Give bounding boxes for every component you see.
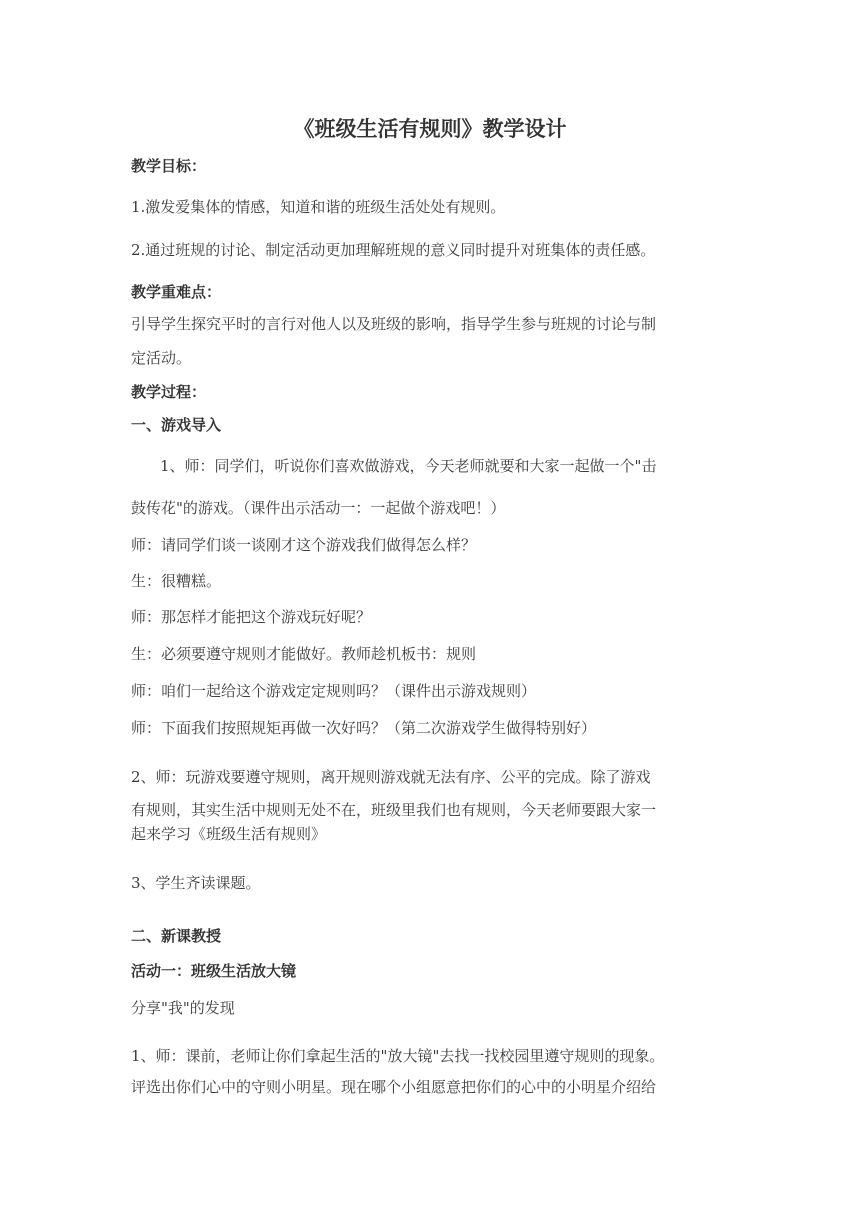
paragraph-1-line-1: 1、师：同学们，听说你们喜欢做游戏，今天老师就要和大家一起做一个"击 — [160, 457, 657, 475]
dialogue-3: 师：那怎样才能把这个游戏玩好呢？ — [131, 608, 372, 626]
paragraph-3: 3、学生齐读课题。 — [131, 874, 261, 892]
paragraph-1-line-2: 鼓传花"的游戏。（课件出示活动一：一起做个游戏吧！） — [131, 499, 506, 517]
heading-key-points: 教学重难点： — [131, 283, 222, 301]
section-2-heading: 二、新课教授 — [131, 927, 222, 945]
paragraph-2-line-3: 起来学习《班级生活有规则》 — [131, 825, 327, 843]
heading-process: 教学过程： — [131, 383, 207, 401]
key-points-line-1: 引导学生探究平时的言行对他人以及班级的影响，指导学生参与班规的讨论与制 — [131, 315, 657, 333]
dialogue-6: 师：下面我们按照规矩再做一次好吗？（第二次游戏学生做得特别好） — [131, 719, 597, 737]
dialogue-2: 生：很糟糕。 — [131, 572, 222, 590]
share-discovery: 分享"我"的发现 — [131, 999, 235, 1017]
key-points-line-2: 定活动。 — [131, 349, 192, 367]
paragraph-4-line-1: 1、师：课前，老师让你们拿起生活的"放大镜"去找一找校园里遵守规则的现象。 — [131, 1047, 665, 1065]
paragraph-2-line-1: 2、师：玩游戏要遵守规则，离开规则游戏就无法有序、公平的完成。除了游戏 — [131, 768, 651, 786]
section-1-heading: 一、游戏导入 — [131, 416, 222, 434]
goal-1: 1.激发爱集体的情感，知道和谐的班级生活处处有规则。 — [131, 198, 506, 216]
document-title: 《班级生活有规则》教学设计 — [293, 116, 567, 141]
paragraph-2-line-2: 有规则，其实生活中规则无处不在，班级里我们也有规则，今天老师要跟大家一 — [131, 801, 657, 819]
activity-1-heading: 活动一：班级生活放大镜 — [131, 962, 297, 980]
dialogue-1: 师：请同学们谈一谈刚才这个游戏我们做得怎么样？ — [131, 536, 477, 554]
dialogue-5: 师：咱们一起给这个游戏定定规则吗？（课件出示游戏规则） — [131, 682, 537, 700]
dialogue-4: 生：必须要遵守规则才能做好。教师趁机板书：规则 — [131, 645, 477, 663]
goal-2: 2.通过班规的讨论、制定活动更加理解班规的意义同时提升对班集体的责任感。 — [131, 241, 656, 259]
paragraph-4-line-2: 评选出你们心中的守则小明星。现在哪个小组愿意把你们的心中的小明星介绍给 — [131, 1078, 657, 1096]
heading-goals: 教学目标： — [131, 157, 207, 175]
